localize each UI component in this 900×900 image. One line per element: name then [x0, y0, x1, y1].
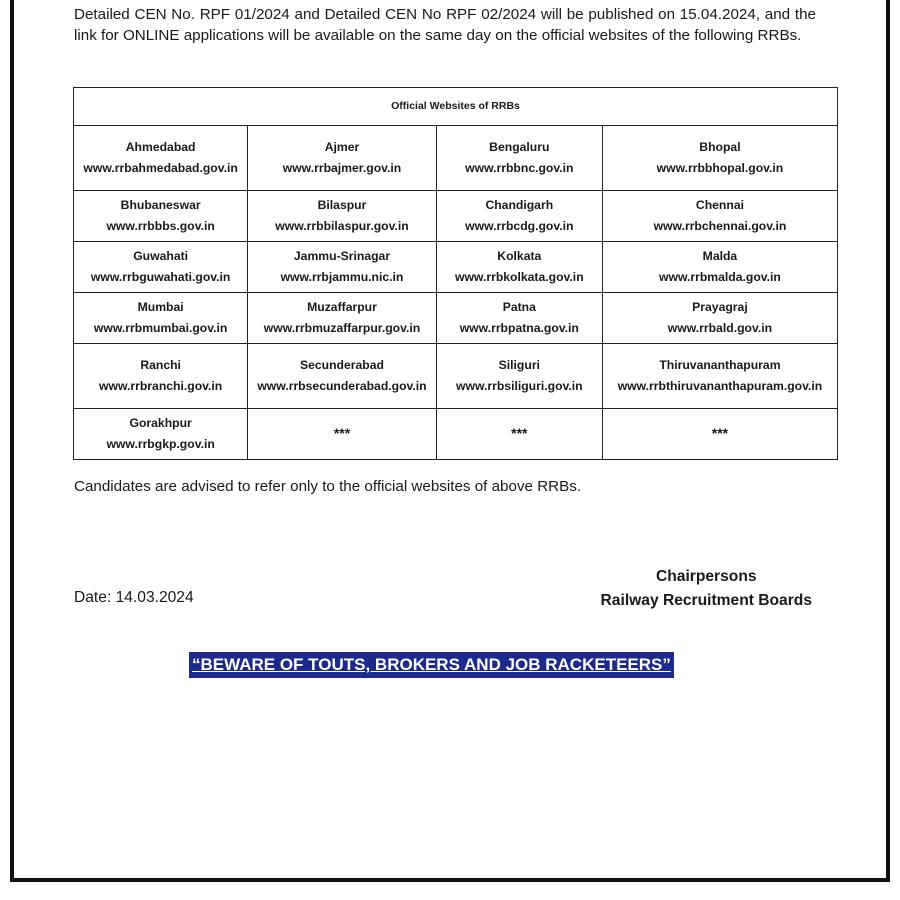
rrb-website-link[interactable]: www.rrbahmedabad.gov.in	[83, 161, 238, 175]
table-cell	[602, 191, 837, 242]
rrb-website-link[interactable]: www.rrbsiliguri.gov.in	[455, 379, 583, 393]
placeholder-stars: ***	[711, 425, 729, 441]
rrb-website-link[interactable]: www.rrbchennai.gov.in	[653, 219, 787, 233]
rrb-city: Chennai	[695, 198, 744, 212]
warning-banner: “BEWARE OF TOUTS, BROKERS AND JOB RACKETEERS”	[189, 652, 674, 678]
table-cell	[602, 126, 837, 191]
rrb-city: Patna	[502, 300, 536, 314]
rrb-website-link[interactable]: www.rrbjammu.nic.in	[280, 270, 404, 284]
table-cell	[74, 242, 248, 293]
rrb-city: Bhubaneswar	[120, 198, 201, 212]
rrb-website-link[interactable]: www.rrbbhopal.gov.in	[656, 161, 784, 175]
table-cell	[74, 191, 248, 242]
rrb-city: Bhopal	[699, 140, 741, 154]
rrb-website-link[interactable]: www.rrbald.gov.in	[667, 321, 773, 335]
table-cell	[602, 409, 837, 460]
table-cell	[602, 344, 837, 409]
table-row	[74, 344, 838, 409]
table-cell	[248, 409, 436, 460]
rrb-city: Ahmedabad	[125, 140, 196, 154]
table-cell	[436, 191, 602, 242]
table-cell	[248, 242, 436, 293]
rrb-city: Malda	[702, 249, 738, 263]
signatory-block	[601, 565, 812, 613]
rrb-city: Guwahati	[133, 249, 189, 263]
table-cell	[436, 126, 602, 191]
table-cell	[436, 344, 602, 409]
table-cell	[248, 191, 436, 242]
table-cell	[436, 293, 602, 344]
rrb-city: Prayagraj	[692, 300, 748, 314]
rrb-city: Chandigarh	[485, 198, 554, 212]
rrb-website-link[interactable]: www.rrbguwahati.gov.in	[90, 270, 231, 284]
table-cell	[74, 126, 248, 191]
rrb-city: Kolkata	[497, 249, 542, 263]
table-row	[74, 242, 838, 293]
table-cell	[248, 344, 436, 409]
rrb-city: Secunderabad	[299, 358, 384, 372]
table-cell	[436, 409, 602, 460]
rrb-website-link[interactable]: www.rrbbnc.gov.in	[465, 161, 574, 175]
table-cell	[74, 344, 248, 409]
rrb-website-link[interactable]: www.rrbcdg.gov.in	[465, 219, 574, 233]
rrb-city: Jammu-Srinagar	[293, 249, 391, 263]
rrb-website-link[interactable]: www.rrbsecunderabad.gov.in	[257, 379, 427, 393]
rrb-city: Ranchi	[140, 358, 181, 372]
rrb-website-link[interactable]: www.rrbmumbai.gov.in	[93, 321, 228, 335]
table-row	[74, 409, 838, 460]
rrb-website-link[interactable]: www.rrbmalda.gov.in	[658, 270, 781, 284]
date-line: Date: 14.03.2024	[74, 589, 194, 606]
placeholder-stars: ***	[333, 425, 351, 441]
table-cell	[602, 242, 837, 293]
rrb-city: Ajmer	[324, 140, 360, 154]
rrb-website-link[interactable]: www.rrbbilaspur.gov.in	[275, 219, 409, 233]
table-row	[74, 293, 838, 344]
signatory-org: Railway Recruitment Boards	[600, 592, 812, 609]
placeholder-stars: ***	[511, 425, 528, 441]
rrb-websites-table	[73, 87, 838, 460]
table-cell	[74, 293, 248, 344]
table-cell	[436, 242, 602, 293]
rrb-website-link[interactable]: www.rrbthiruvananthapuram.gov.in	[617, 379, 823, 393]
table-cell	[248, 126, 436, 191]
rrb-website-link[interactable]: www.rrbpatna.gov.in	[459, 321, 579, 335]
rrb-website-link[interactable]: www.rrbkolkata.gov.in	[454, 270, 584, 284]
rrb-city: Thiruvananthapuram	[659, 358, 781, 372]
table-header: Official Websites of RRBs	[74, 88, 838, 126]
rrb-website-link[interactable]: www.rrbranchi.gov.in	[99, 379, 223, 393]
table-row	[74, 126, 838, 191]
intro-paragraph: Detailed CEN No. RPF 01/2024 and Detailed CEN No RPF 02/2024 will be published on 15.04.2024, and the link for ONLINE applications will be available on the same day on the official websites of the following RRBs.	[74, 6, 816, 44]
rrb-city: Siliguri	[498, 358, 540, 372]
rrb-website-link[interactable]: www.rrbgkp.gov.in	[106, 437, 215, 451]
rrb-city: Bilaspur	[317, 198, 367, 212]
advice-note: Candidates are advised to refer only to the official websites of above RRBs.	[74, 478, 582, 495]
rrb-website-link[interactable]: www.rrbajmer.gov.in	[282, 161, 402, 175]
rrb-city: Gorakhpur	[129, 416, 192, 430]
rrb-website-link[interactable]: www.rrbbbs.gov.in	[106, 219, 215, 233]
signatory-role: Chairpersons	[656, 568, 757, 585]
table-row	[74, 191, 838, 242]
table-cell	[74, 409, 248, 460]
table-cell	[602, 293, 837, 344]
rrb-city: Muzaffarpur	[307, 300, 377, 314]
table-cell	[248, 293, 436, 344]
rrb-city: Mumbai	[137, 300, 184, 314]
rrb-website-link[interactable]: www.rrbmuzaffarpur.gov.in	[263, 321, 421, 335]
rrb-city: Bengaluru	[489, 140, 550, 154]
